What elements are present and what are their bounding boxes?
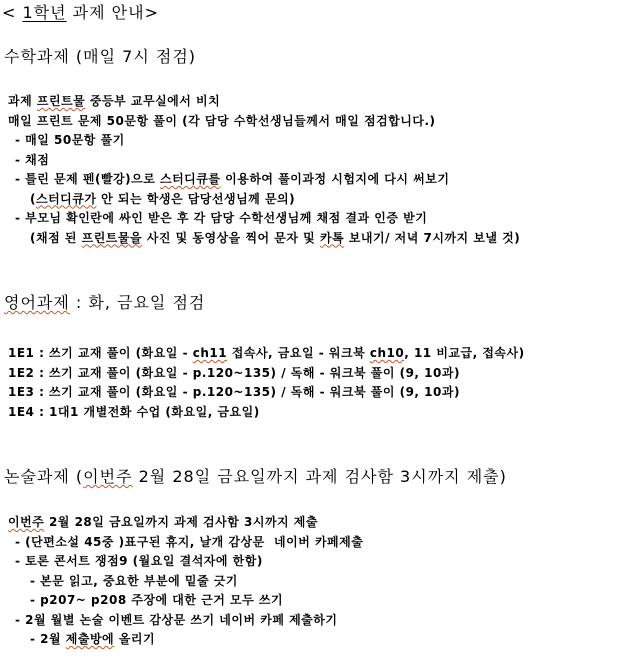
text-segment: 수학과제 (매일 7시 점검) bbox=[4, 47, 197, 66]
body-line bbox=[0, 513, 617, 533]
body-line bbox=[0, 209, 617, 229]
text-segment: 2월 28일 금요일까지 과제 검사함 3시까지 제출) bbox=[132, 467, 507, 486]
text-segment: - 채점 bbox=[15, 152, 50, 167]
text-segment: 논술과제 ( bbox=[4, 467, 84, 486]
body-line bbox=[0, 533, 617, 553]
section bbox=[0, 466, 617, 650]
text-segment: - 부모님 확인란에 싸인 받은 후 각 담당 수학선생님께 채점 결과 인증 받기 bbox=[15, 211, 428, 225]
text-segment: - 매일 50문항 풀기 bbox=[15, 133, 125, 147]
text-segment: - 2월 월별 논술 이벤트 감상문 쓰기 네이버 카페 제출하기 bbox=[15, 612, 338, 627]
body-line bbox=[0, 572, 617, 592]
spellcheck-word: 이번주 bbox=[8, 515, 45, 529]
text-segment: - 토론 콘서트 쟁점9 (월요일 결석자에 한함) bbox=[15, 554, 263, 568]
section-body bbox=[0, 344, 617, 422]
text-segment: 이용하여 풀이과정 시험지에 다시 써보기 bbox=[220, 172, 450, 186]
body-line bbox=[0, 151, 617, 171]
body-line bbox=[0, 611, 617, 631]
text-segment: 중등부 교무실에서 비치 bbox=[85, 94, 221, 108]
text-segment: 1E3 : 쓰기 교재 풀이 (화요일 - p.120~135) / 독해 - 워크북 풀이 (9, 10과) bbox=[8, 385, 460, 399]
body-line bbox=[0, 591, 617, 611]
text-segment: , 11 비교급, 접속사) bbox=[404, 346, 525, 360]
section-body bbox=[0, 513, 617, 650]
spellcheck-word: 이번주 bbox=[83, 467, 133, 486]
text-segment: 사진 및 동영상을 찍어 문자 및 bbox=[142, 230, 320, 245]
text-segment: - 틀린 문제 펜(빨강)으로 bbox=[15, 172, 160, 186]
text-segment: 1E2 : 쓰기 교재 풀이 (화요일 - p.120~135) / 독해 - 워크북 풀이 (9, 10과) bbox=[8, 365, 460, 380]
spellcheck-word: 제출방에 bbox=[65, 632, 115, 646]
body-line bbox=[0, 131, 617, 151]
section bbox=[0, 46, 617, 248]
text-segment: 올리기 bbox=[114, 632, 156, 646]
text-segment: - (단편소설 45중 )표구된 휴지, 날개 감상문 네이버 카페제출 bbox=[15, 534, 364, 549]
text-segment: 2월 28일 금요일까지 과제 검사함 3시까지 제출 bbox=[44, 515, 318, 529]
spellcheck-word: 카톡 bbox=[319, 230, 345, 245]
spellcheck-word: 스터디큐가 bbox=[35, 191, 97, 206]
text-segment: 과제 bbox=[8, 94, 37, 108]
spellcheck-word: 프린트물을 bbox=[81, 230, 143, 245]
sections-container bbox=[0, 46, 617, 650]
text-segment: 매일 프린트 문제 50문항 풀이 (각 담당 수학선생님들께서 매일 점검합니다.) bbox=[8, 113, 436, 128]
spellcheck-word: 프린트물 bbox=[36, 94, 86, 108]
body-line bbox=[0, 403, 617, 423]
spellcheck-word: 영어과제 bbox=[4, 293, 70, 312]
body-line bbox=[0, 190, 617, 210]
spellcheck-word: ch11 bbox=[192, 346, 228, 360]
body-line bbox=[0, 229, 617, 249]
text-segment: ( bbox=[30, 191, 36, 206]
body-line bbox=[0, 552, 617, 572]
body-line bbox=[0, 112, 617, 132]
text-segment: - 본문 읽고, 중요한 부분에 밑줄 긋기 bbox=[30, 573, 238, 588]
text-segment: - 2월 bbox=[30, 632, 66, 646]
text-segment: 보내기/ 저녁 7시까지 보낼 것) bbox=[344, 230, 521, 245]
section-heading bbox=[0, 292, 617, 314]
underlined-word: 1학년 bbox=[22, 3, 67, 22]
spellcheck-word: 스터디큐를 bbox=[160, 172, 221, 186]
body-line bbox=[0, 383, 617, 403]
text-segment: 안 되는 학생은 담당선생님께 문의) bbox=[96, 191, 296, 206]
section-heading bbox=[0, 466, 617, 488]
body-line bbox=[0, 170, 617, 190]
text-segment: - p207~ p208 주장에 대한 근거 모두 쓰기 bbox=[30, 593, 284, 607]
text-segment: 1E4 : 1대1 개별전화 수업 (화요일, 금요일) bbox=[8, 404, 260, 419]
text-segment: (채점 된 bbox=[30, 230, 82, 245]
text-segment: 1E1 : 쓰기 교재 풀이 (화요일 - bbox=[8, 346, 193, 360]
spellcheck-word: ch10 bbox=[369, 346, 405, 360]
text-segment: 과제 안내> bbox=[66, 3, 159, 22]
section-body bbox=[0, 92, 617, 248]
text-segment: 접속사, 금요일 - 워크북 bbox=[227, 346, 370, 360]
body-line bbox=[0, 92, 617, 112]
body-line bbox=[0, 364, 617, 384]
section bbox=[0, 292, 617, 422]
text-segment: : 화, 금요일 점검 bbox=[69, 293, 206, 312]
section-heading bbox=[0, 46, 617, 68]
text-segment: < bbox=[2, 3, 23, 22]
body-line bbox=[0, 630, 617, 650]
page-title bbox=[0, 2, 617, 24]
body-line bbox=[0, 344, 617, 364]
